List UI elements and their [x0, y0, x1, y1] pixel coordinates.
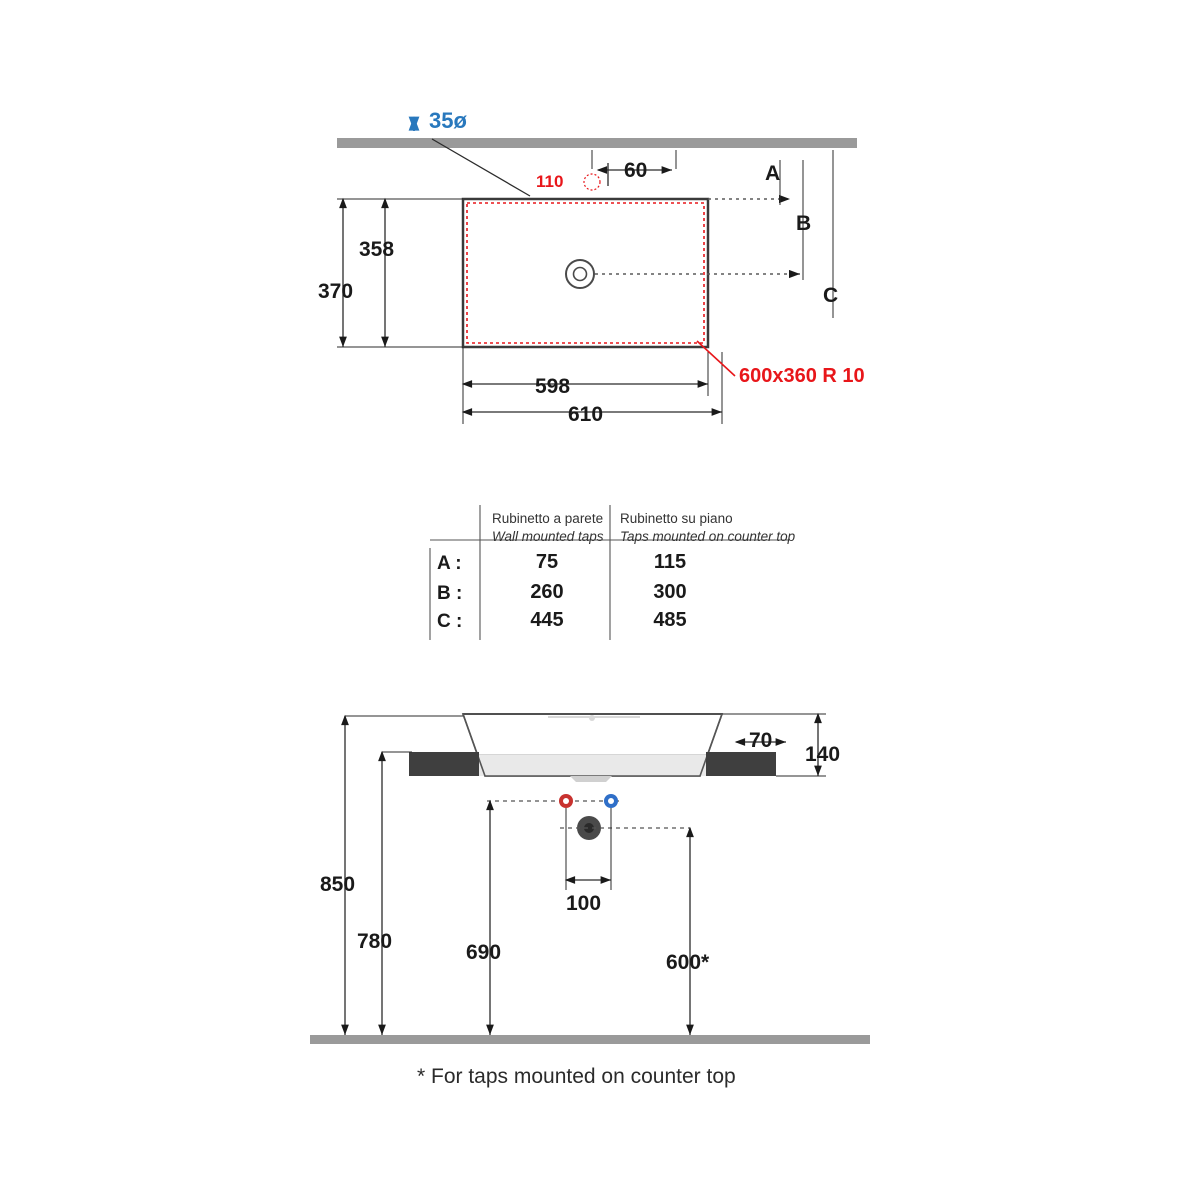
table-col1-line2: Wall mounted taps: [492, 529, 604, 545]
dim-label-100: 100: [566, 892, 602, 915]
cutout-note-label: 600x360 R 10: [739, 365, 865, 387]
table-col1-line1: Rubinetto a parete: [492, 511, 604, 526]
front-view-basin: [409, 714, 776, 782]
tap-hole-diameter-label: 110: [536, 172, 564, 191]
table-value-c-counter: 485: [653, 609, 687, 631]
table-col2-line2: Taps mounted on counter top: [620, 529, 796, 545]
dim-label-358: 358: [359, 238, 395, 261]
dim-370: [337, 199, 463, 347]
table-col1-header: [492, 510, 604, 546]
dim-598: [463, 347, 708, 396]
dim-label-610: 610: [568, 403, 604, 426]
dim-358: [385, 199, 463, 347]
basin-plan-outline: [463, 174, 708, 347]
dim-label-70: 70: [749, 729, 773, 752]
table-col2-line1: Rubinetto su piano: [620, 511, 733, 526]
dim-label-690: 690: [466, 941, 502, 964]
table-row-label-b: B :: [437, 583, 463, 604]
marker-c-label: C: [823, 284, 839, 307]
table-col2-header: [620, 510, 795, 546]
dim-label-140: 140: [805, 743, 841, 766]
dim-label-598: 598: [535, 375, 571, 398]
table-value-a-counter: 115: [653, 551, 687, 573]
dim-label-600: 600*: [666, 951, 710, 974]
marker-a-label: A: [765, 162, 781, 185]
dim-label-60: 60: [624, 159, 648, 182]
table-value-c-wall: 445: [530, 609, 564, 631]
table-value-b-wall: 260: [530, 581, 564, 603]
table-row-label-a: A :: [437, 553, 462, 574]
dim-label-370: 370: [318, 280, 354, 303]
front-view-plumbing: [487, 794, 690, 840]
table-value-a-wall: 75: [535, 551, 559, 573]
table-value-b-counter: 300: [653, 581, 687, 603]
marker-b-label: B: [796, 212, 812, 235]
footnote-text: * For taps mounted on counter top: [417, 1065, 736, 1088]
dim-label-780: 780: [357, 930, 393, 953]
front-view-floor: [310, 1035, 870, 1044]
dim-label-850: 850: [320, 873, 356, 896]
table-row-label-c: C :: [437, 611, 463, 632]
cutout-note-leader: [697, 341, 735, 376]
dim-label-110: 35ø: [429, 108, 467, 133]
top-view-wall-band: [337, 138, 857, 148]
